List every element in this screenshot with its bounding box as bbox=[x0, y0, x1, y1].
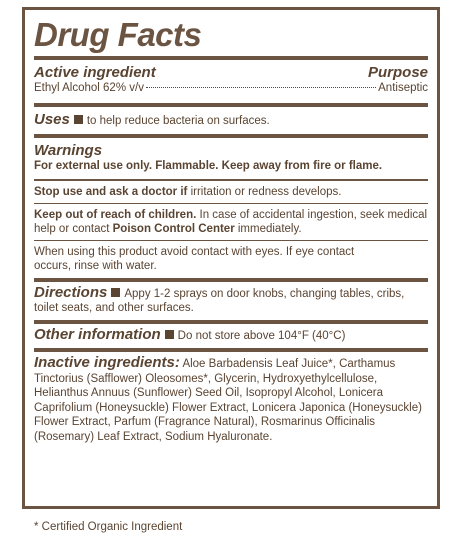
directions-section bbox=[34, 282, 428, 320]
keep-out-bold: Keep out of reach of children. bbox=[34, 209, 197, 221]
stop-use-text: irritation or redness develops. bbox=[190, 186, 342, 198]
directions-text: Appy 1-2 sprays on door knobs, changing tables, cribs, toilet seats, and other surfaces. bbox=[34, 288, 405, 314]
inactive-ingredients-text: Aloe Barbadensis Leaf Juice*, Carthamus Tinctorius (Safflower) Oleosomes*, Glycerin, Hydroxyethylcellulose, Helianthus Annuus (Sunflower) Seed Oil, Isopropyl Alcohol, Lonicera Caprifolium (Honeysuckle) Flower Extract, Lonicera Japonica (Honeysuckle) Flower Extract, Parfum (Fragrance Natural), Rosmarinus Officinalis (Rosemary) Leaf Extract, Sodium Hyaluronate. bbox=[34, 358, 422, 443]
inactive-ingredients-heading: Inactive ingredients: bbox=[34, 354, 180, 371]
uses-heading: Uses bbox=[34, 111, 70, 128]
footnote: * Certified Organic Ingredient bbox=[34, 521, 183, 533]
other-info-section bbox=[34, 324, 428, 348]
bullet-square-icon bbox=[165, 330, 174, 339]
warnings-section bbox=[34, 138, 428, 179]
uses-section bbox=[34, 107, 428, 134]
other-info-text: Do not store above 104°F (40°C) bbox=[177, 330, 346, 342]
poison-control-text: immediately. bbox=[237, 223, 302, 235]
page-title: Drug Facts bbox=[34, 16, 202, 53]
drug-facts-panel bbox=[22, 7, 440, 509]
purpose-heading: Purpose bbox=[367, 64, 428, 81]
warnings-stop-use bbox=[34, 181, 428, 203]
leader-dots bbox=[146, 87, 376, 88]
bullet-square-icon bbox=[111, 288, 120, 297]
keep-out-text: In case of accidental ingestion, seek medical help or contact bbox=[34, 209, 428, 235]
warnings-eyes: When using this product avoid contact with eyes. If eye contact occurs, rinse with water. bbox=[34, 246, 355, 272]
stop-use-bold: Stop use and ask a doctor if bbox=[34, 186, 188, 198]
directions-heading: Directions bbox=[34, 284, 108, 301]
other-info-heading: Other information bbox=[34, 326, 161, 343]
warnings-keep-out bbox=[34, 204, 428, 240]
active-ingredient-value: Ethyl Alcohol 62% v/v bbox=[34, 82, 144, 94]
poison-control-bold: Poison Control Center bbox=[112, 223, 235, 235]
bullet-square-icon bbox=[74, 115, 83, 124]
active-ingredient-section bbox=[34, 60, 428, 103]
inactive-ingredients-section bbox=[34, 352, 428, 449]
purpose-value: Antiseptic bbox=[378, 82, 428, 94]
warnings-heading: Warnings bbox=[34, 142, 103, 159]
uses-text: to help reduce bacteria on surfaces. bbox=[86, 115, 270, 127]
active-ingredient-heading: Active ingredient bbox=[34, 64, 156, 81]
warnings-flammable: For external use only. Flammable. Keep away from fire or flame. bbox=[34, 160, 383, 172]
